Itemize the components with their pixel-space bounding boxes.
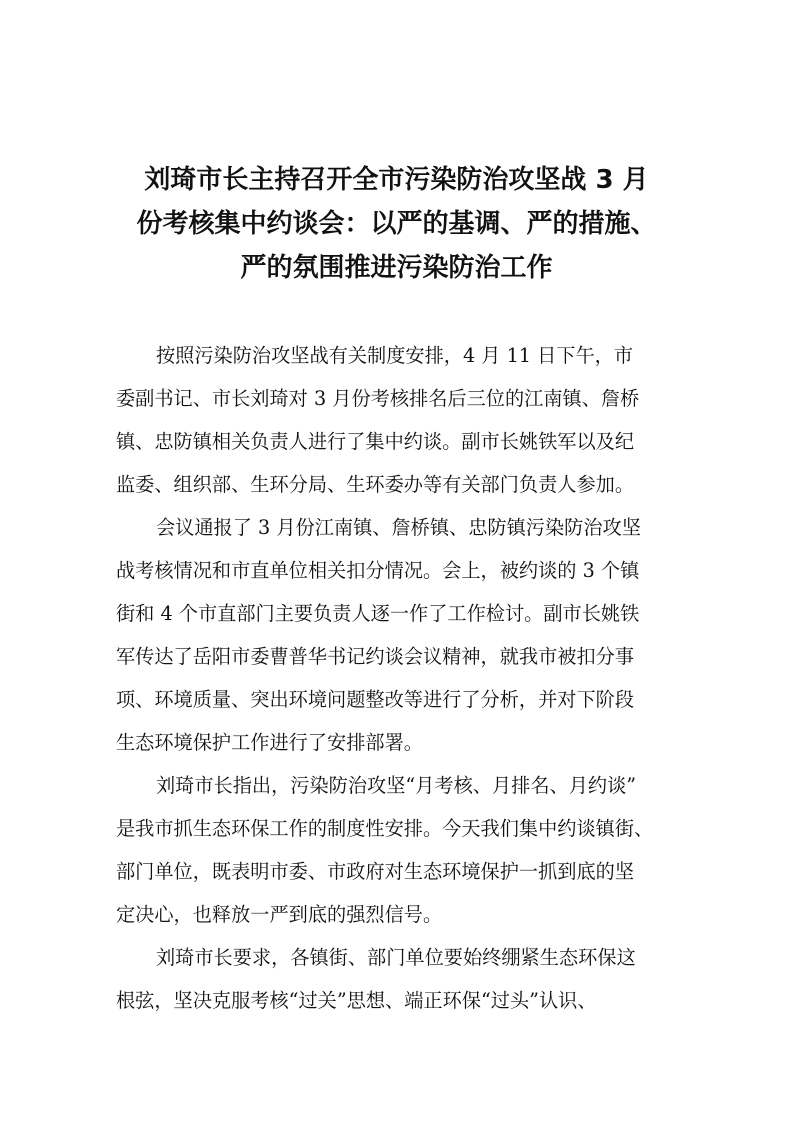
- title-line: 刘琦市长主持召开全市污染防治攻坚战 3 月: [144, 165, 649, 195]
- paragraph: [116, 936, 700, 1022]
- body-line: 按照污染防治攻坚战有关制度安排，4 月 11 日下午，市: [156, 344, 634, 367]
- title-line: 份考核集中约谈会：以严的基调、严的措施、: [136, 209, 657, 239]
- body-line: 部门单位，既表明市委、市政府对生态环境保护一抓到底的坚: [116, 860, 635, 883]
- document-body: [116, 334, 700, 1022]
- body-line: 项、环境质量、突出环境问题整改等进行了分析，并对下阶段: [116, 688, 635, 711]
- title-line: 严的氛围推进污染防治工作: [240, 253, 553, 283]
- body-line: 战考核情况和市直单位相关扣分情况。会上，被约谈的 3 个镇: [116, 559, 640, 582]
- body-line: 军传达了岳阳市委曹普华书记约谈会议精神，就我市被扣分事: [116, 645, 635, 668]
- body-line: 定决心，也释放一严到底的强烈信号。: [116, 903, 443, 926]
- body-line: 根弦，坚决克服考核“过关”思想、端正环保“过头”认识、: [116, 989, 597, 1012]
- body-line: 监委、组织部、生环分局、生环委办等有关部门负责人参加。: [116, 473, 635, 496]
- body-line: 会议通报了 3 月份江南镇、詹桥镇、忠防镇污染防治攻坚: [156, 516, 641, 539]
- document-title: [90, 158, 703, 290]
- body-line: 委副书记、市长刘琦对 3 月份考核排名后三位的江南镇、詹桥: [116, 387, 640, 410]
- body-line: 刘琦市长指出，污染防治攻坚“月考核、月排名、月约谈”: [156, 774, 637, 797]
- body-line: 是我市抓生态环保工作的制度性安排。今天我们集中约谈镇街、: [116, 817, 654, 840]
- body-line: 街和 4 个市直部门主要负责人逐一作了工作检讨。副市长姚铁: [116, 602, 640, 625]
- paragraph: [116, 334, 700, 506]
- body-line: 生态环境保护工作进行了安排部署。: [116, 731, 423, 754]
- body-line: 刘琦市长要求，各镇街、部门单位要始终绷紧生态环保这: [156, 946, 636, 969]
- paragraph: [116, 506, 700, 764]
- paragraph: [116, 764, 700, 936]
- body-line: 镇、忠防镇相关负责人进行了集中约谈。副市长姚铁军以及纪: [116, 430, 635, 453]
